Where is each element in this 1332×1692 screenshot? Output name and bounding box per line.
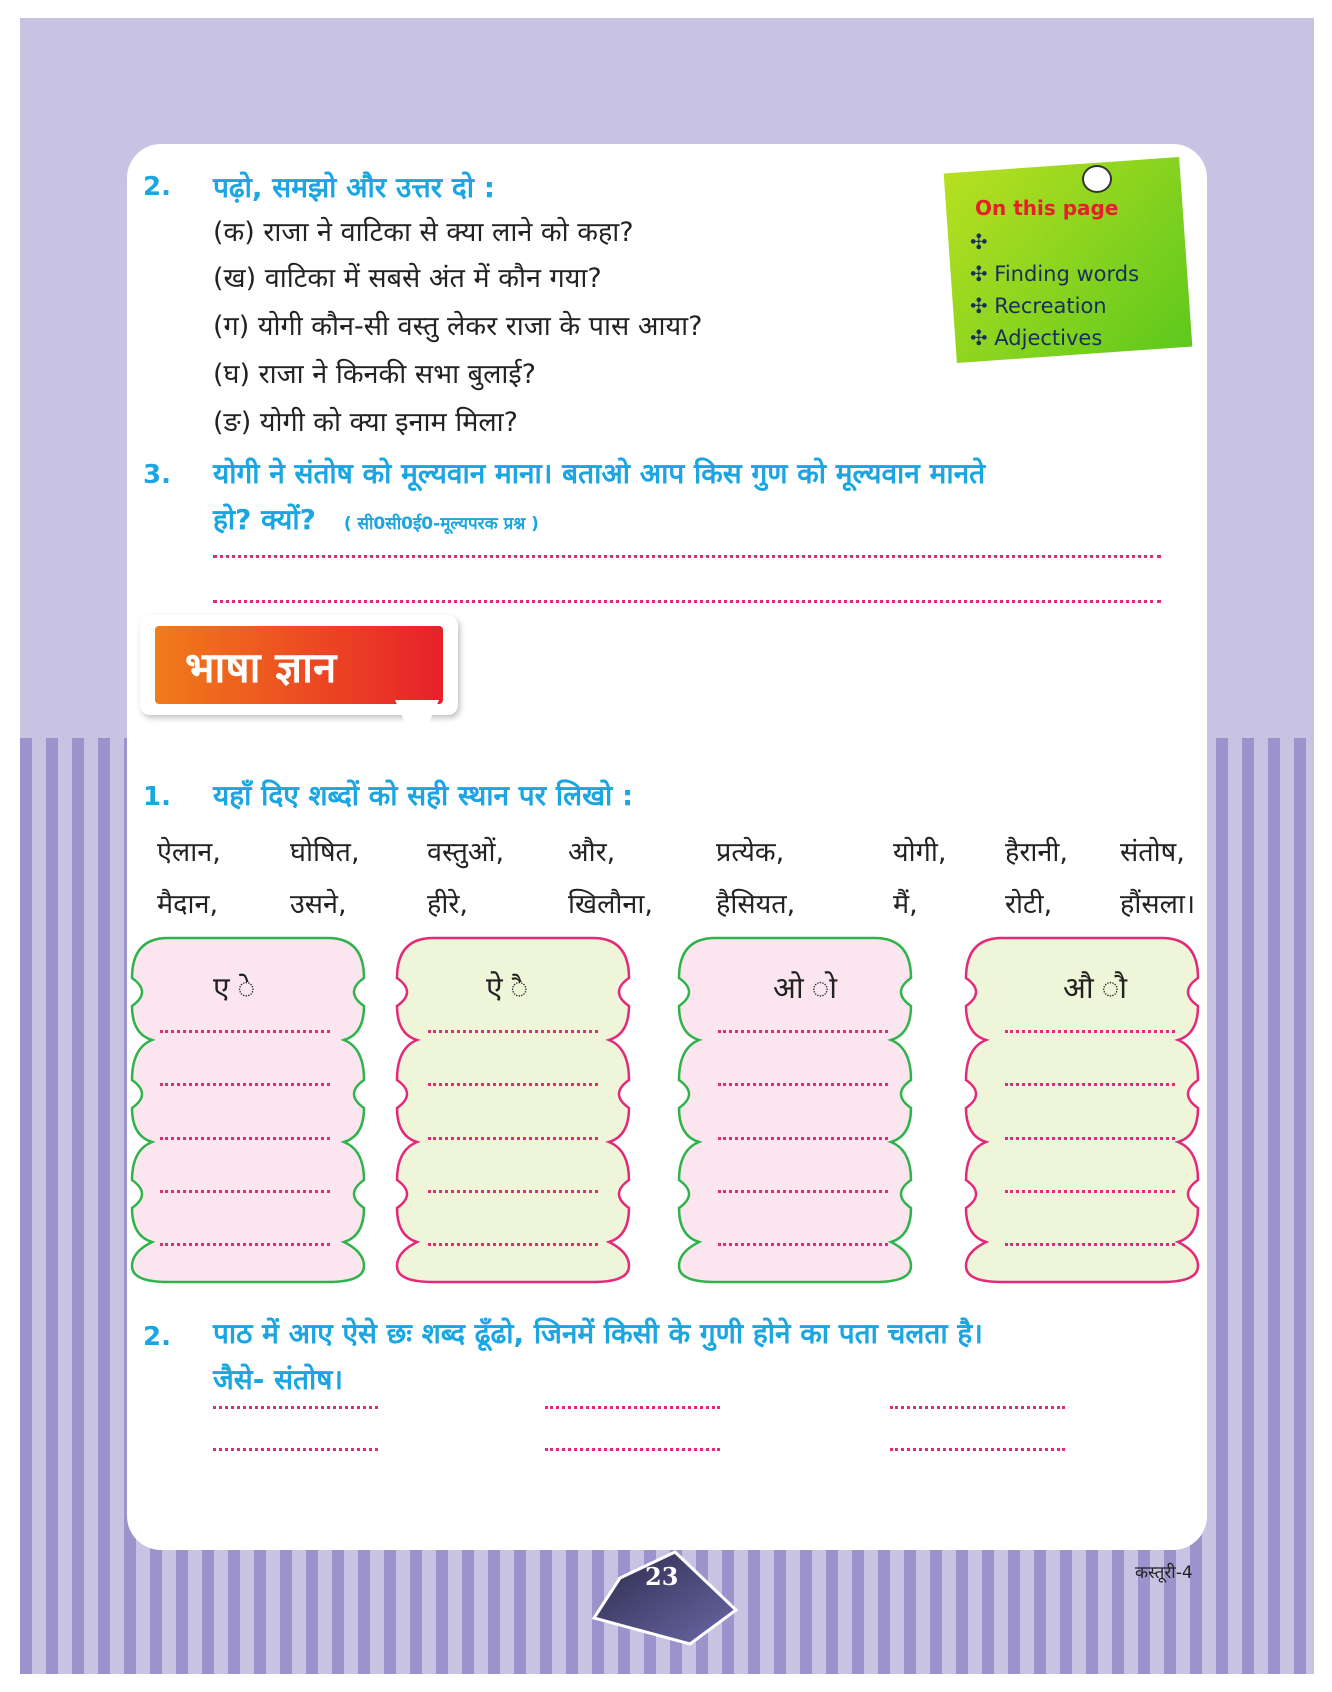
word: घोषित,: [290, 837, 360, 868]
question-number: 2.: [143, 172, 171, 202]
word: प्रत्येक,: [716, 837, 785, 868]
word: योगी,: [893, 837, 947, 868]
bullet-icon: ✣: [970, 326, 988, 350]
question-title: यहाँ दिए शब्दों को सही स्थान पर लिखो :: [213, 779, 634, 812]
question-number: 1.: [143, 782, 171, 812]
vowel-heading: ओ ो: [773, 971, 838, 1006]
answer-line[interactable]: [718, 1083, 888, 1086]
word: खिलौना,: [568, 889, 653, 920]
answer-line[interactable]: [428, 1083, 598, 1086]
answer-line[interactable]: [213, 1448, 378, 1451]
book-name: कस्तूरी-4: [1135, 1563, 1193, 1583]
word: रोटी,: [1005, 889, 1053, 920]
answer-line[interactable]: [213, 555, 1161, 558]
sticker-item: ✣ Recreation: [970, 294, 1107, 318]
word: मैं,: [893, 889, 918, 920]
answer-line[interactable]: [1005, 1030, 1175, 1033]
vowel-heading: ए े: [213, 971, 256, 1006]
question-example: जैसे- संतोष।: [213, 1363, 344, 1396]
sub-question: (क) राजा ने वाटिका से क्या लाने को कहा?: [213, 217, 634, 248]
sub-question: (ग) योगी कौन-सी वस्तु लेकर राजा के पास आया?: [213, 311, 703, 342]
answer-line[interactable]: [428, 1243, 598, 1246]
bullet-icon: ✣: [970, 262, 988, 286]
answer-line[interactable]: [890, 1406, 1065, 1409]
word: मैदान,: [157, 889, 219, 920]
answer-line[interactable]: [428, 1137, 598, 1140]
value-question-note: ( सी0सी0ई0-मूल्यपरक प्रश्न ): [343, 514, 539, 534]
word: वस्तुओं,: [427, 837, 505, 868]
word: संतोष,: [1120, 837, 1185, 868]
answer-line[interactable]: [160, 1030, 330, 1033]
answer-line[interactable]: [545, 1406, 720, 1409]
answer-line[interactable]: [1005, 1137, 1175, 1140]
bullet-icon: ✣: [970, 230, 988, 254]
answer-line[interactable]: [545, 1448, 720, 1451]
sticker-item: [970, 230, 988, 254]
sub-question: (ङ) योगी को क्या इनाम मिला?: [213, 407, 519, 438]
question-number: 2.: [143, 1322, 171, 1352]
question-text: योगी ने संतोष को मूल्यवान माना। बताओ आप किस गुण को मूल्यवान मानते: [213, 457, 986, 490]
answer-line[interactable]: [718, 1137, 888, 1140]
bullet-icon: ✣: [970, 294, 988, 318]
answer-line[interactable]: [160, 1243, 330, 1246]
question-text-cont: हो? क्यों? ( सी0सी0ई0-मूल्यपरक प्रश्न ): [213, 503, 539, 536]
answer-line[interactable]: [160, 1083, 330, 1086]
vowel-heading: ऐ ै: [486, 971, 529, 1006]
sticker-item: ✣ Finding words: [970, 262, 1140, 286]
answer-line[interactable]: [1005, 1243, 1175, 1246]
question-title: पढ़ो, समझो और उत्तर दो :: [213, 171, 495, 204]
word: ऐलान,: [157, 837, 221, 868]
word: हैसियत,: [716, 889, 796, 920]
sub-question: (ख) वाटिका में सबसे अंत में कौन गया?: [213, 263, 602, 294]
vowel-heading: औ ौ: [1063, 971, 1128, 1006]
sub-question: (घ) राजा ने किनकी सभा बुलाई?: [213, 359, 536, 390]
page-number: 23: [645, 1562, 679, 1591]
answer-line[interactable]: [160, 1137, 330, 1140]
answer-line[interactable]: [1005, 1083, 1175, 1086]
word: और,: [568, 837, 616, 868]
question-text: पाठ में आए ऐसे छः शब्द ढूँढो, जिनमें किसी के गुणी होने का पता चलता है।: [213, 1317, 983, 1350]
answer-line[interactable]: [718, 1190, 888, 1193]
word: हौंसला।: [1120, 889, 1196, 920]
answer-line[interactable]: [718, 1243, 888, 1246]
word: उसने,: [290, 889, 347, 920]
answer-line[interactable]: [1005, 1190, 1175, 1193]
word: हैरानी,: [1005, 837, 1068, 868]
answer-line[interactable]: [213, 600, 1161, 603]
sticker-item: ✣ Adjectives: [970, 326, 1103, 350]
smiley-face-icon: [1082, 165, 1112, 193]
answer-line[interactable]: [718, 1030, 888, 1033]
answer-line[interactable]: [213, 1406, 378, 1409]
sticker-title: On this page: [975, 196, 1119, 220]
question-number: 3.: [143, 460, 171, 490]
answer-line[interactable]: [428, 1190, 598, 1193]
answer-line[interactable]: [890, 1448, 1065, 1451]
word: हीरे,: [427, 889, 468, 920]
banner-pointer: [395, 700, 439, 750]
answer-line[interactable]: [160, 1190, 330, 1193]
answer-line[interactable]: [428, 1030, 598, 1033]
section-title: भाषा ज्ञान: [185, 643, 337, 692]
